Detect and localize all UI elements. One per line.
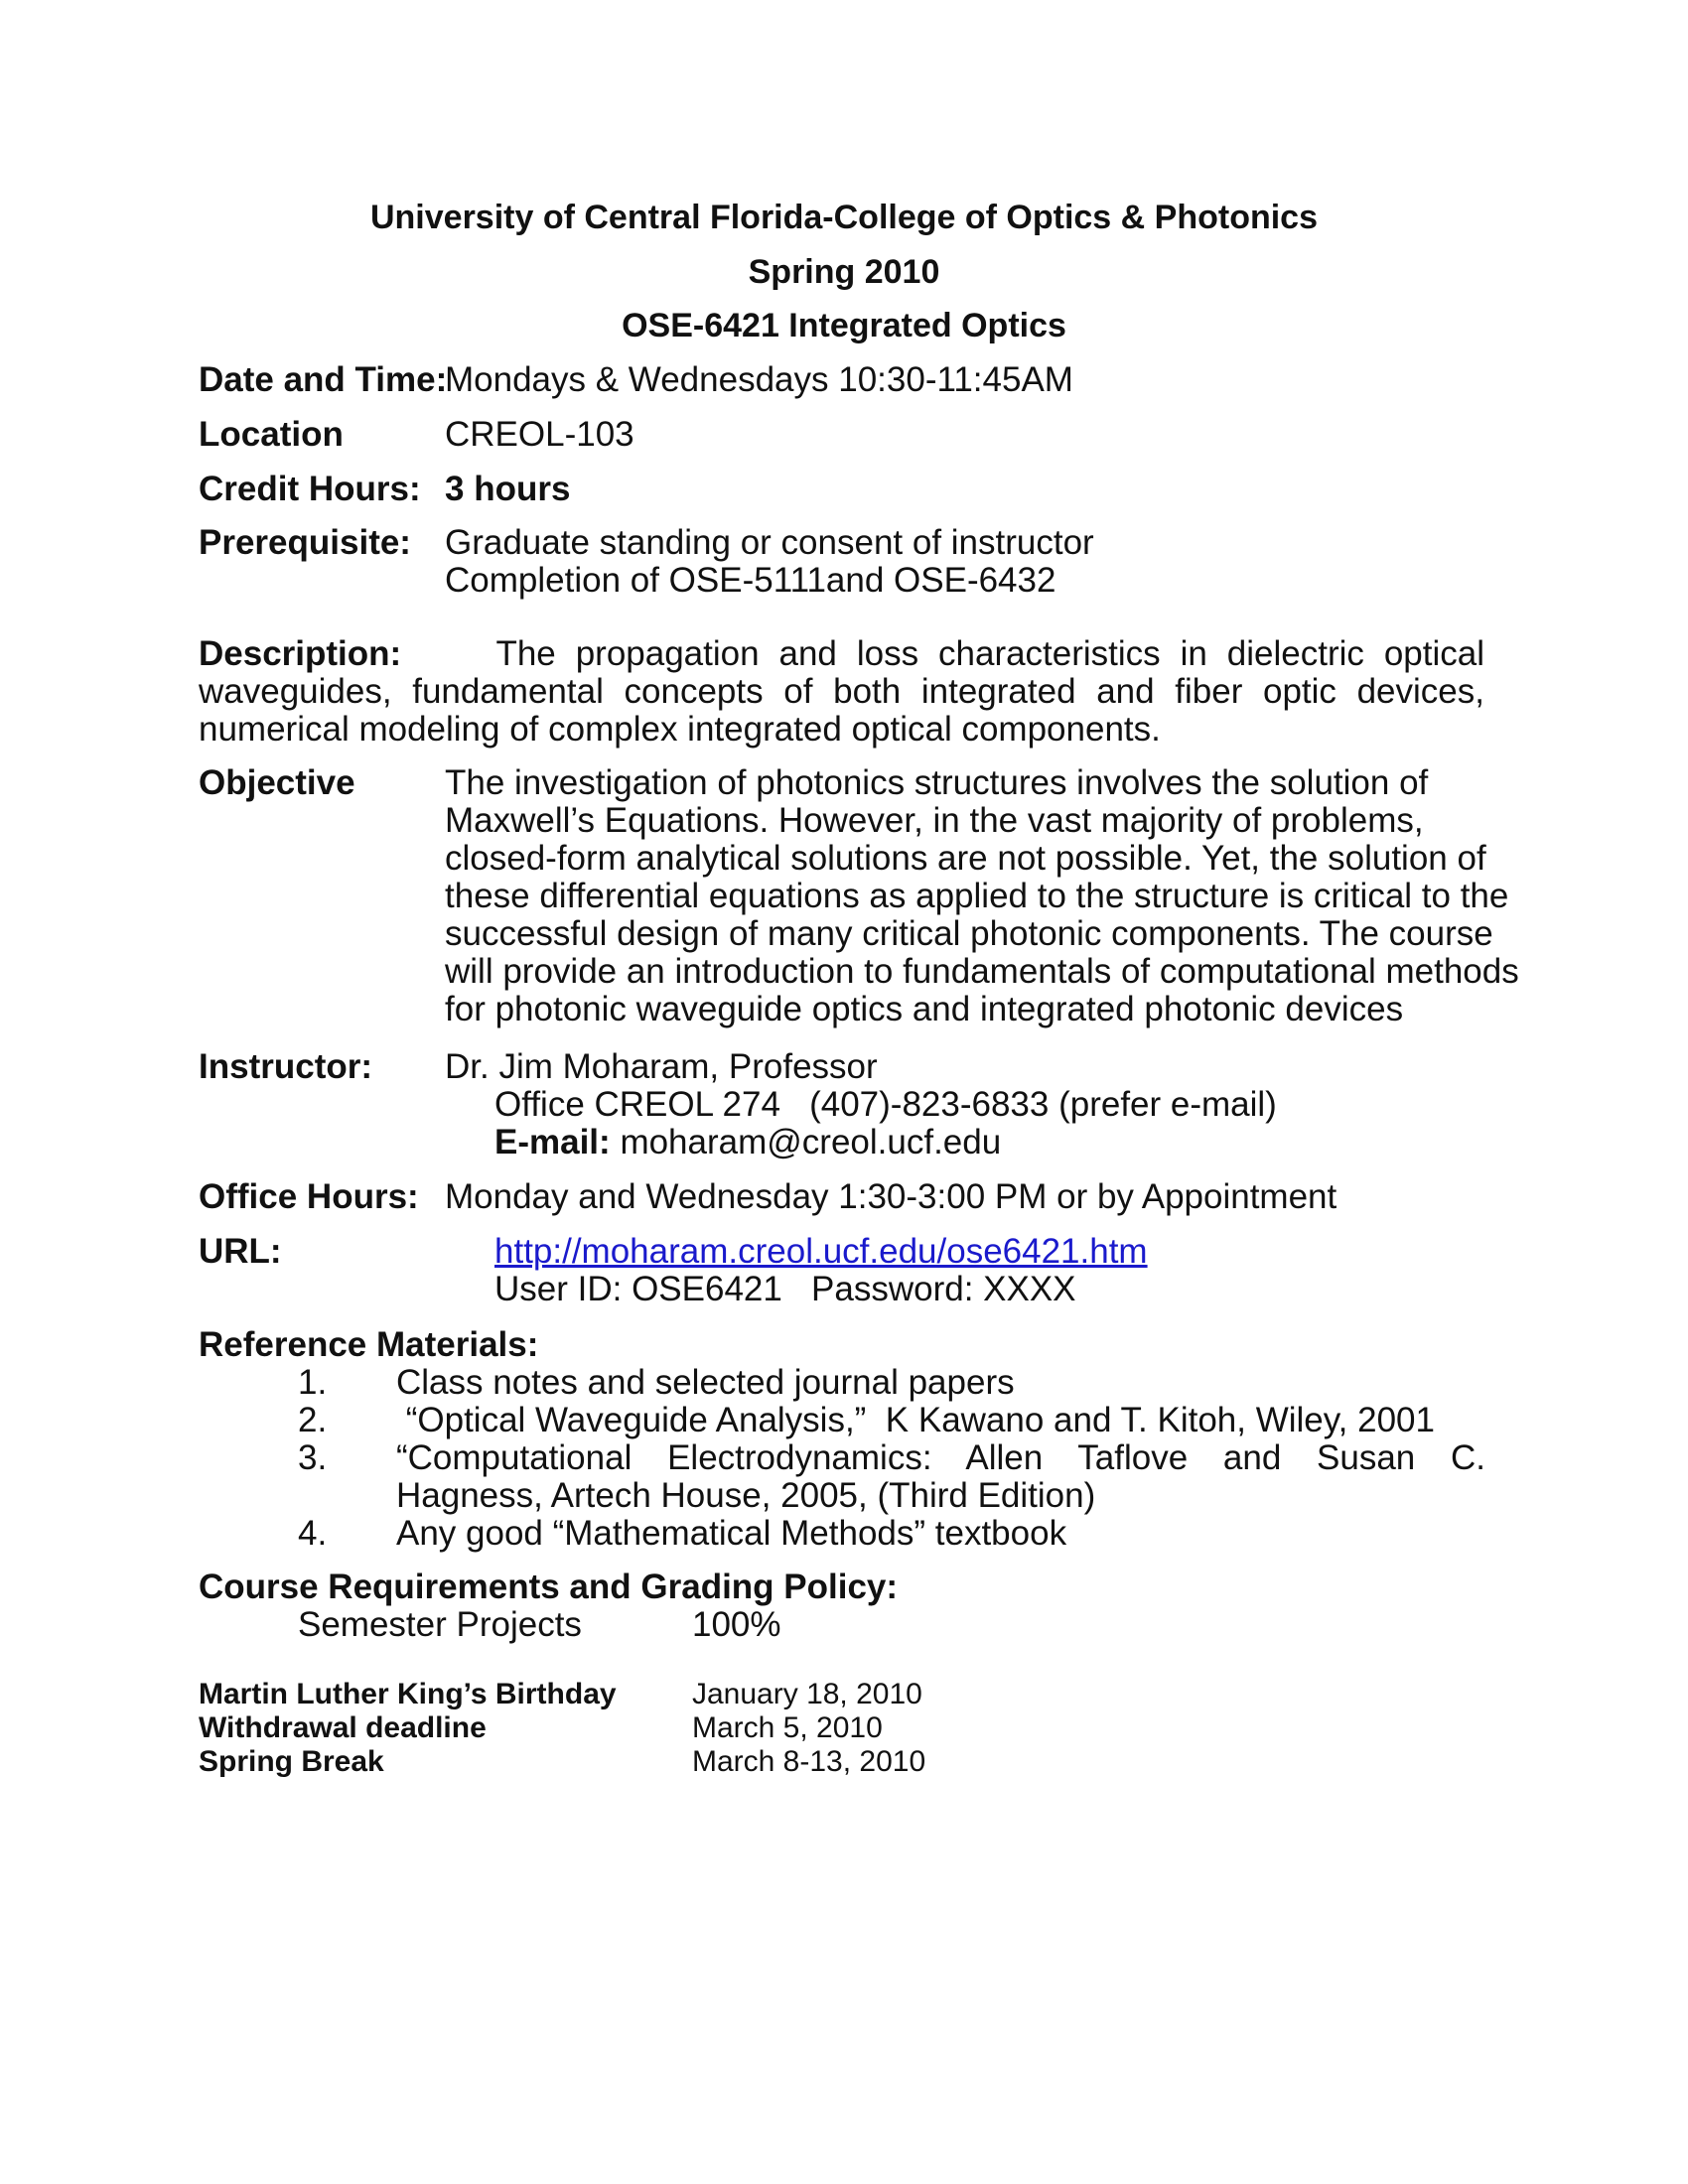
reference-number: 4.	[298, 1514, 328, 1553]
prerequisite-label: Prerequisite:	[199, 523, 411, 562]
objective-line: The investigation of photonics structures involves the solution of	[445, 763, 1429, 802]
office-hours-label: Office Hours:	[199, 1177, 419, 1216]
email-address: moharam@creol.ucf.edu	[620, 1123, 1002, 1161]
location-value: CREOL-103	[445, 415, 634, 454]
prerequisite-line: Completion of OSE-5111and OSE-6432	[445, 561, 1056, 600]
term-heading: Spring 2010	[748, 253, 940, 291]
date-time-value: Mondays & Wednesdays 10:30-11:45AM	[445, 360, 1073, 399]
instructor-office: Office CREOL 274 (407)-823-6833 (prefer e-mail)	[494, 1085, 1277, 1124]
date-value: January 18, 2010	[692, 1678, 922, 1710]
office-hours-value: Monday and Wednesday 1:30-3:00 PM or by Appointment	[445, 1177, 1337, 1216]
objective-line: closed-form analytical solutions are not possible. Yet, the solution of	[445, 839, 1486, 878]
email-label: E-mail:	[494, 1123, 611, 1161]
reference-number: 1.	[298, 1363, 328, 1402]
objective-text	[445, 763, 1519, 1028]
grading-item: Semester Projects	[298, 1605, 582, 1644]
date-value: March 8-13, 2010	[692, 1745, 926, 1778]
course-url-link[interactable]: http://moharam.creol.ucf.edu/ose6421.htm	[494, 1232, 1148, 1271]
date-label: Withdrawal deadline	[199, 1711, 487, 1744]
grading-title: Course Requirements and Grading Policy:	[199, 1568, 899, 1606]
description-label: Description:	[199, 634, 402, 673]
description-block	[199, 635, 1484, 749]
instructor-label: Instructor:	[199, 1047, 372, 1086]
date-time-label: Date and Time:	[199, 360, 448, 399]
objective-line: Maxwell’s Equations. However, in the vast majority of problems,	[445, 801, 1424, 840]
reference-text: Any good “Mathematical Methods” textbook	[396, 1514, 1067, 1553]
reference-text: Class notes and selected journal papers	[396, 1363, 1015, 1402]
course-title: OSE-6421 Integrated Optics	[622, 307, 1066, 344]
description-text: The propagation and loss characteristics in dielectric optical waveguides, fundamental concepts of both integrated and fiber optic devices, numerical modeling of complex integrated optical components.	[199, 634, 1484, 749]
prerequisite-value	[445, 524, 1485, 600]
url-credentials: User ID: OSE6421 Password: XXXX	[494, 1270, 1076, 1308]
url-label: URL:	[199, 1232, 282, 1271]
location-label: Location	[199, 415, 344, 454]
reference-number: 2.	[298, 1401, 328, 1439]
references-title: Reference Materials:	[199, 1325, 539, 1364]
reference-text: “Computational Electrodynamics: Allen Taflove and Susan C. Hagness, Artech House, 2005, (Third Edition)	[396, 1438, 1485, 1515]
objective-line: for photonic waveguide optics and integrated photonic devices	[445, 990, 1404, 1028]
reference-text: “Optical Waveguide Analysis,” K Kawano and T. Kitoh, Wiley, 2001	[396, 1401, 1435, 1439]
prerequisite-line: Graduate standing or consent of instructor	[445, 523, 1094, 562]
credit-hours-label: Credit Hours:	[199, 470, 421, 508]
university-heading: University of Central Florida-College of Optics & Photonics	[369, 199, 1318, 236]
instructor-name: Dr. Jim Moharam, Professor	[445, 1047, 878, 1086]
objective-label: Objective	[199, 763, 355, 802]
reference-number: 3.	[298, 1438, 328, 1477]
objective-line: successful design of many critical photonic components. The course	[445, 914, 1493, 953]
credit-hours-value: 3 hours	[445, 470, 571, 508]
objective-line: will provide an introduction to fundamentals of computational methods	[445, 952, 1519, 991]
date-value: March 5, 2010	[692, 1711, 883, 1744]
date-label: Spring Break	[199, 1745, 384, 1778]
grading-percent: 100%	[692, 1605, 781, 1644]
date-label: Martin Luther King’s Birthday	[199, 1678, 617, 1710]
objective-line: these differential equations as applied to the structure is critical to the	[445, 877, 1509, 915]
